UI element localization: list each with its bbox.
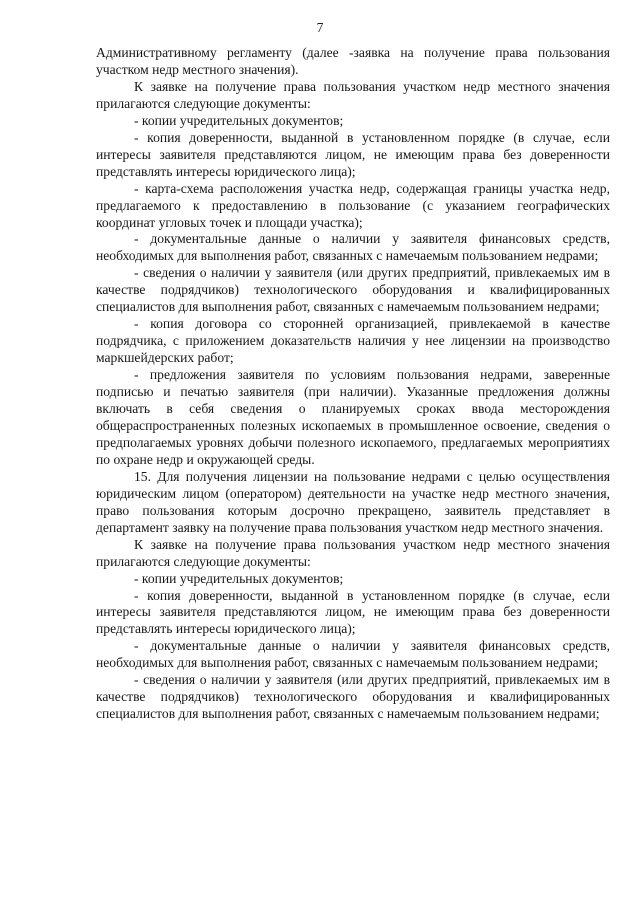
paragraph-attached-documents-intro-2: К заявке на получение права пользования участком недр местного значения прилагаются следующие документы: <box>96 536 610 569</box>
list-item-equipment-and-specialists: - сведения о наличии у заявителя (или других предприятий, привлекаемых им в качестве подрядчиков) технологического оборудования и квалифицированных специалистов для выполнения работ, связанных с намечаемым пользованием недрами; <box>96 265 610 315</box>
list-item-founding-documents: - копии учредительных документов; <box>134 112 344 128</box>
list-item-power-of-attorney-2: - копия доверенности, выданной в установленном порядке (в случае, если интересы заявителя представляются лицом, не имеющим права без доверенности представлять интересы юридического лица); <box>96 587 610 637</box>
list-item-site-map: - карта-схема расположения участка недр, содержащая границы участка недр, предлагаемого к предоставлению в пользование (с указанием географических координат угловых точек и площади участка); <box>96 180 610 230</box>
list-item-financial-data: - документальные данные о наличии у заявителя финансовых средств, необходимых для выполнения работ, связанных с намечаемым пользованием недрами; <box>96 231 610 264</box>
list-item-founding-documents-2: - копии учредительных документов; <box>134 570 344 586</box>
list-item-applicant-proposals: - предложения заявителя по условиям пользования недрами, заверенные подписью и печатью заявителя (при наличии). Указанные предложения должны включать в себя сведения о планируемых сроках ввода месторождения общераспространенных полезных ископаемых в промышленное освоение, сведения о предполагаемых уровнях добычи полезного ископаемого, предлагаемых мероприятиях по охране недр и окружающей среды. <box>96 367 610 467</box>
list-item-contractor-agreement: - копия договора со сторонней организацией, привлекаемой в качестве подрядчика, с приложением доказательств наличия у нее лицензии на производство маркшейдерских работ; <box>96 316 610 366</box>
paragraph-attached-documents-intro: К заявке на получение права пользования участком недр местного значения прилагаются следующие документы: <box>96 78 610 111</box>
list-item-financial-data-2: - документальные данные о наличии у заявителя финансовых средств, необходимых для выполнения работ, связанных с намечаемым пользованием недрами; <box>96 638 610 671</box>
paragraph-regulation-continuation: Административному регламенту (далее -заявка на получение права пользования участком недр местного значения). <box>96 45 610 77</box>
paragraph-clause-15: 15. Для получения лицензии на пользование недрами с целью осуществления юридическим лицом (оператором) деятельности на участке недр местного значения, право пользования которым досрочно прекращено, заявитель представляет в департамент заявку на получение права пользования участком недр местного значения. <box>96 468 610 535</box>
list-item-power-of-attorney: - копия доверенности, выданной в установленном порядке (в случае, если интересы заявителя представляются лицом, не имеющим права без доверенности представлять интересы юридического лица); <box>96 129 610 179</box>
page-number: 7 <box>316 20 324 35</box>
document-body <box>96 45 610 723</box>
list-item-equipment-and-specialists-2: - сведения о наличии у заявителя (или других предприятий, привлекаемых им в качестве подрядчиков) технологического оборудования и квалифицированных специалистов для выполнения работ, связанных с намечаемым пользованием недрами; <box>96 672 610 722</box>
